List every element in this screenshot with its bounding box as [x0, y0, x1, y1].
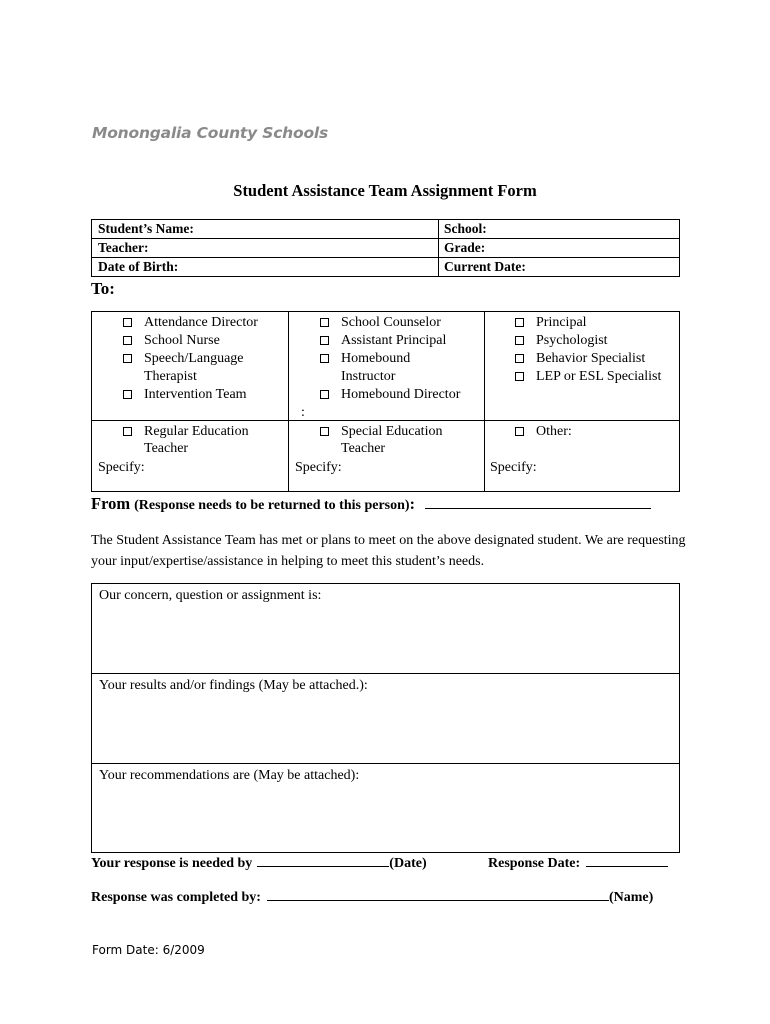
checkbox-icon[interactable] — [123, 318, 132, 327]
option-label: Principal — [536, 315, 587, 330]
option-label-continued: Teacher — [144, 441, 189, 456]
from-note: (Response needs to be returned to this person) — [134, 498, 410, 513]
from-line — [91, 494, 651, 514]
option-label: Intervention Team — [144, 387, 247, 402]
recommendations-label: Your recommendations are (May be attached): — [99, 768, 360, 783]
option-label-continued: Instructor — [341, 369, 396, 384]
table-row — [92, 239, 679, 258]
response-date-label: Response Date: — [488, 856, 581, 871]
checkbox-icon[interactable] — [320, 318, 329, 327]
recipient-grid — [91, 311, 680, 492]
student-info-table — [91, 219, 680, 277]
checkbox-icon[interactable] — [320, 427, 329, 436]
option-label: LEP or ESL Specialist — [536, 369, 662, 384]
needed-by-label: Your response is needed by — [91, 856, 253, 871]
table-row — [92, 258, 679, 277]
option-label: Psychologist — [536, 333, 608, 348]
dob-label: Date of Birth: — [98, 259, 179, 274]
school-label: School: — [444, 221, 487, 236]
date-tag: (Date) — [389, 856, 427, 871]
specify-label: Specify: — [490, 460, 537, 475]
grid-divider — [92, 420, 679, 421]
option-label: Homebound Director — [341, 387, 461, 402]
option-label: Homebound — [341, 351, 411, 366]
checkbox-icon[interactable] — [123, 336, 132, 345]
grid-divider — [484, 312, 485, 491]
response-needed-line — [91, 854, 427, 872]
option-label: Special Education — [341, 424, 443, 439]
option-label: Other: — [536, 424, 572, 439]
checkbox-icon[interactable] — [515, 354, 524, 363]
concern-label: Our concern, question or assignment is: — [99, 588, 322, 603]
option-label: School Nurse — [144, 333, 220, 348]
completed-by-blank[interactable] — [267, 888, 609, 901]
section-divider — [92, 763, 679, 764]
option-label: Speech/Language — [144, 351, 244, 366]
from-label: From — [91, 494, 131, 513]
option-label: Assistant Principal — [341, 333, 447, 348]
name-tag: (Name) — [608, 890, 654, 905]
student-name-label: Student’s Name: — [98, 221, 194, 236]
response-date-blank[interactable] — [586, 854, 668, 867]
option-label-continued: Teacher — [341, 441, 386, 456]
results-label: Your results and/or findings (May be attached.): — [99, 678, 368, 693]
from-blank[interactable] — [425, 498, 651, 509]
checkbox-icon[interactable] — [123, 354, 132, 363]
option-label: School Counselor — [341, 315, 441, 330]
grid-divider — [288, 312, 289, 491]
option-label: Attendance Director — [144, 315, 258, 330]
teacher-label: Teacher: — [98, 240, 149, 255]
current-date-label: Current Date: — [444, 259, 526, 274]
checkbox-icon[interactable] — [320, 336, 329, 345]
form-date: Form Date: 6/2009 — [92, 943, 205, 957]
checkbox-icon[interactable] — [320, 354, 329, 363]
checkbox-icon[interactable] — [123, 390, 132, 399]
table-row — [92, 220, 679, 239]
response-date-line — [488, 854, 668, 872]
checkbox-icon[interactable] — [123, 427, 132, 436]
specify-label: Specify: — [295, 460, 342, 475]
specify-label: Specify: — [98, 460, 145, 475]
grade-label: Grade: — [444, 240, 486, 255]
checkbox-icon[interactable] — [515, 427, 524, 436]
checkbox-icon[interactable] — [515, 318, 524, 327]
intro-paragraph: The Student Assistance Team has met or plans to meet on the above designated student. We are requesting your input/expertise/assistance in helping to meet this student’s needs. — [91, 533, 686, 569]
completed-by-label: Response was completed by: — [91, 890, 261, 905]
option-label-continued: Therapist — [144, 369, 197, 384]
form-title: Student Assistance Team Assignment Form — [233, 181, 537, 200]
completed-by-line — [91, 888, 653, 906]
option-label: Behavior Specialist — [536, 351, 646, 366]
to-label: To: — [91, 279, 115, 298]
district-name: Monongalia County Schools — [92, 124, 329, 142]
needed-by-blank[interactable] — [257, 854, 389, 867]
response-sections-box — [91, 583, 680, 853]
from-colon: : — [409, 496, 415, 513]
checkbox-icon[interactable] — [320, 390, 329, 399]
checkbox-icon[interactable] — [515, 372, 524, 381]
checkbox-icon[interactable] — [515, 336, 524, 345]
stray-colon: : — [301, 405, 305, 420]
section-divider — [92, 673, 679, 674]
option-label: Regular Education — [144, 424, 249, 439]
